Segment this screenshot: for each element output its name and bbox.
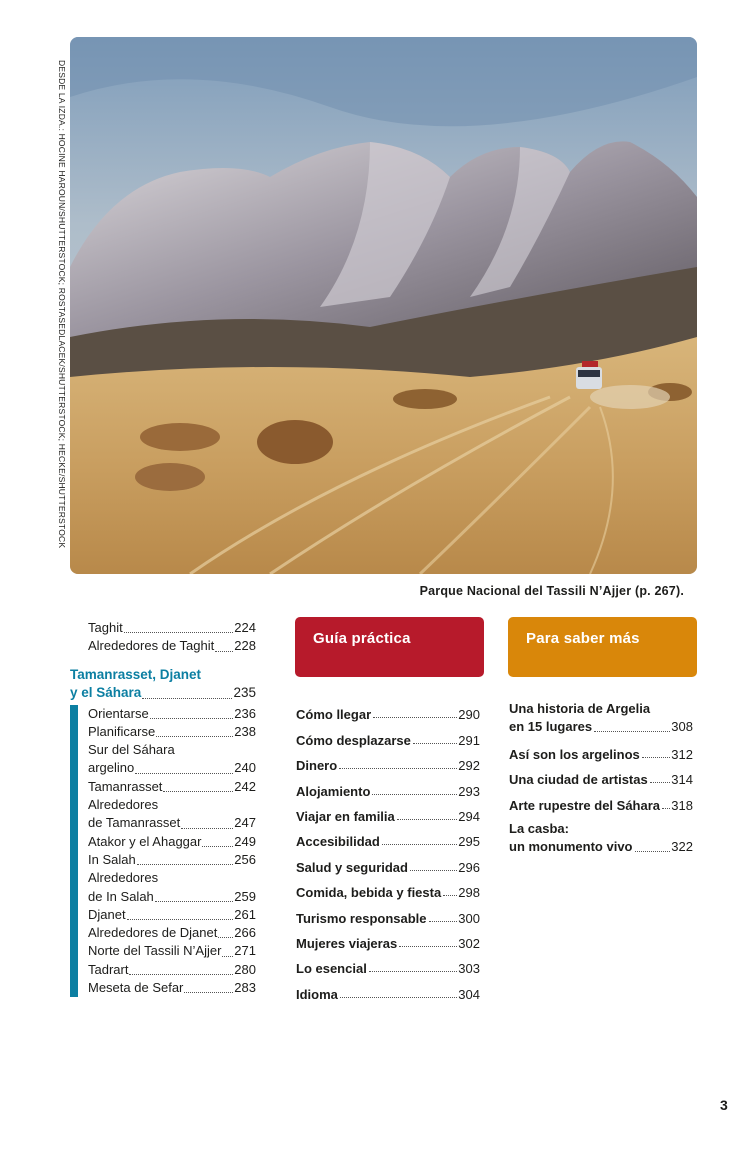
toc-item-title: Comida, bebida y fiesta (296, 885, 442, 901)
toc-item-title: Salud y seguridad (296, 859, 408, 875)
leader-dots (635, 851, 671, 852)
leader-dots (429, 921, 458, 922)
leader-dots (339, 768, 457, 769)
leader-dots (662, 808, 670, 809)
leader-dots (137, 864, 234, 865)
toc-item-title: Cómo desplazarse (296, 732, 411, 748)
toc-item[interactable] (70, 637, 256, 655)
toc-item[interactable] (296, 799, 480, 824)
toc-item-page: 266 (234, 925, 256, 941)
leader-dots (215, 651, 233, 652)
toc-item[interactable] (296, 900, 480, 925)
toc-item-title: Alojamiento (296, 783, 371, 799)
photo-caption: Parque Nacional del Tassili N’Ajjer (p. 267). (419, 584, 684, 598)
toc-item-page: 304 (458, 986, 480, 1002)
toc-item-page: 300 (458, 910, 480, 926)
leader-dots (373, 717, 457, 718)
toc-section-heading[interactable] (70, 666, 256, 703)
toc-item-title: Turismo responsable (296, 910, 427, 926)
toc-item[interactable] (296, 748, 480, 773)
toc-item-page: 296 (458, 859, 480, 875)
leader-dots (222, 956, 233, 957)
leader-dots (399, 946, 457, 947)
leader-dots (142, 698, 232, 699)
toc-item-title: Alrededores de Djanet (88, 925, 218, 941)
toc-item-page: 261 (234, 906, 256, 922)
toc-item-page: 322 (671, 838, 693, 854)
toc-item[interactable] (70, 942, 256, 960)
toc-item-title: Una ciudad de artistas (509, 772, 648, 787)
toc-item[interactable] (70, 723, 256, 741)
toc-item-title: argelino (88, 760, 135, 776)
leader-dots (129, 974, 233, 975)
leader-dots (156, 736, 233, 737)
toc-item[interactable] (296, 722, 480, 747)
toc-item-page: 292 (458, 758, 480, 774)
toc-item-title: Planificarse (88, 723, 156, 739)
leader-dots (127, 919, 234, 920)
toc-item-page: 302 (458, 935, 480, 951)
toc-item[interactable] (70, 906, 256, 924)
toc-item[interactable] (70, 759, 256, 777)
leader-dots (397, 819, 458, 820)
toc-item-page: 228 (234, 638, 256, 654)
toc-item-page: 236 (234, 705, 256, 721)
toc-item-line: Alrededores (88, 870, 159, 886)
toc-item[interactable] (70, 778, 256, 796)
toc-item-line: Alrededores (88, 797, 159, 813)
landscape-photo (70, 37, 697, 574)
toc-item-page: 291 (458, 732, 480, 748)
leader-dots (202, 846, 233, 847)
toc-item[interactable] (296, 951, 480, 976)
toc-item-title: Arte rupestre del Sáhara (509, 797, 661, 813)
toc-item-title: Tamanrasset (88, 778, 163, 794)
toc-item-title: Mujeres viajeras (296, 935, 398, 951)
toc-item-page: 280 (234, 961, 256, 977)
leader-dots (155, 901, 234, 902)
leader-dots (650, 782, 671, 783)
toc-item-title-line1: La casba: (509, 820, 569, 836)
toc-item[interactable] (509, 787, 693, 813)
toc-item[interactable] (70, 888, 256, 906)
toc-column-guia-practica (296, 697, 480, 1002)
leader-dots (382, 844, 457, 845)
toc-item-title: Tadrart (88, 961, 129, 977)
toc-item-page: 242 (234, 778, 256, 794)
toc-item-page: 224 (234, 620, 256, 635)
toc-item-page: 295 (458, 834, 480, 850)
toc-item-title: Alrededores de Taghit (88, 638, 215, 654)
toc-item[interactable] (509, 736, 693, 762)
toc-item[interactable] (296, 773, 480, 798)
section-heading-line1: Tamanrasset, Djanet (70, 666, 202, 682)
leader-dots (124, 632, 234, 633)
toc-item[interactable] (70, 814, 256, 832)
toc-item-title: Djanet (88, 906, 126, 922)
section-color-bar (70, 705, 78, 998)
leader-dots (163, 791, 233, 792)
leader-dots (372, 794, 457, 795)
toc-item-page: 294 (458, 808, 480, 824)
leader-dots (594, 731, 670, 732)
toc-item[interactable] (509, 762, 693, 788)
guia-practica-header[interactable]: Guía práctica (295, 617, 484, 677)
toc-item[interactable] (296, 849, 480, 874)
toc-item[interactable] (70, 851, 256, 869)
leader-dots (150, 718, 234, 719)
toc-item-page: 247 (234, 815, 256, 831)
toc-item-title: Norte del Tassili N’Ajjer (88, 943, 222, 959)
toc-item-title-line2: un monumento vivo (509, 838, 633, 854)
toc-item-title: Dinero (296, 758, 338, 774)
toc-item-page: 303 (458, 961, 480, 977)
leader-dots (369, 971, 457, 972)
toc-item-page: 271 (234, 943, 256, 959)
toc-item[interactable] (509, 700, 693, 736)
toc-item[interactable] (70, 961, 256, 979)
leader-dots (413, 743, 457, 744)
para-saber-mas-header[interactable]: Para saber más (508, 617, 697, 677)
leader-dots (642, 757, 671, 758)
toc-item-title: Cómo llegar (296, 707, 372, 723)
leader-dots (135, 773, 233, 774)
toc-item-page: 283 (234, 980, 256, 996)
toc-item-title: Meseta de Sefar (88, 980, 184, 996)
toc-item[interactable] (296, 875, 480, 900)
toc-item-title: Accesibilidad (296, 834, 380, 850)
toc-item[interactable] (70, 833, 256, 851)
toc-item-page: 318 (671, 797, 693, 813)
toc-item-page: 312 (671, 746, 693, 762)
photo-credit: DESDE LA IZDA.: HOCINE HAROUN/SHUTTERSTOCK; ROSTASEDLACEK/SHUTTERSTOCK; HECKE/SHUTTERSTOCK (57, 60, 67, 549)
toc-item-title-line2: en 15 lugares (509, 719, 593, 734)
leader-dots (181, 828, 233, 829)
toc-item-title: de In Salah (88, 888, 154, 904)
toc-item[interactable] (509, 820, 693, 856)
toc-item-page: 238 (234, 723, 256, 739)
toc-item[interactable] (296, 976, 480, 1001)
section-heading-page: 235 (233, 685, 256, 701)
toc-item-page: 259 (234, 888, 256, 904)
toc-item-page: 249 (234, 833, 256, 849)
toc-item[interactable] (296, 697, 480, 722)
toc-column-regions (70, 619, 256, 997)
leader-dots (218, 937, 233, 938)
toc-item-title: Orientarse (88, 705, 149, 721)
leader-dots (340, 997, 457, 998)
toc-column-para-saber-mas (509, 700, 693, 856)
desert-landscape-image (70, 37, 697, 574)
toc-item-title: Así son los argelinos (509, 746, 640, 762)
toc-item-page: 256 (234, 851, 256, 867)
leader-dots (443, 895, 457, 896)
toc-item-title: Taghit (88, 620, 123, 635)
toc-item-title: Idioma (296, 986, 338, 1002)
toc-item[interactable] (70, 619, 256, 637)
toc-item-title: de Tamanrasset (88, 815, 181, 831)
toc-item-title: Lo esencial (296, 961, 367, 977)
toc-item-page: 298 (458, 885, 480, 901)
toc-item-page: 290 (458, 707, 480, 723)
toc-item[interactable] (296, 926, 480, 951)
toc-item-title: Atakor y el Ahaggar (88, 833, 202, 849)
section-heading-line2: y el Sáhara (70, 685, 142, 701)
toc-item-page: 293 (458, 783, 480, 799)
toc-item-title-line1: Una historia de Argelia (509, 701, 651, 716)
leader-dots (184, 992, 233, 993)
toc-item-title: Viajar en familia (296, 808, 395, 824)
toc-item[interactable] (70, 979, 256, 997)
toc-item-page: 240 (234, 760, 256, 776)
toc-subsection-list (70, 705, 256, 998)
toc-item[interactable] (70, 924, 256, 942)
toc-item-page: 308 (671, 719, 693, 734)
page-number: 3 (720, 1097, 728, 1113)
leader-dots (410, 870, 457, 871)
toc-item[interactable] (70, 705, 256, 723)
toc-item-line: Sur del Sáhara (88, 742, 175, 758)
toc-item-page: 314 (671, 772, 693, 787)
toc-item-title: In Salah (88, 851, 136, 867)
toc-item[interactable] (296, 824, 480, 849)
